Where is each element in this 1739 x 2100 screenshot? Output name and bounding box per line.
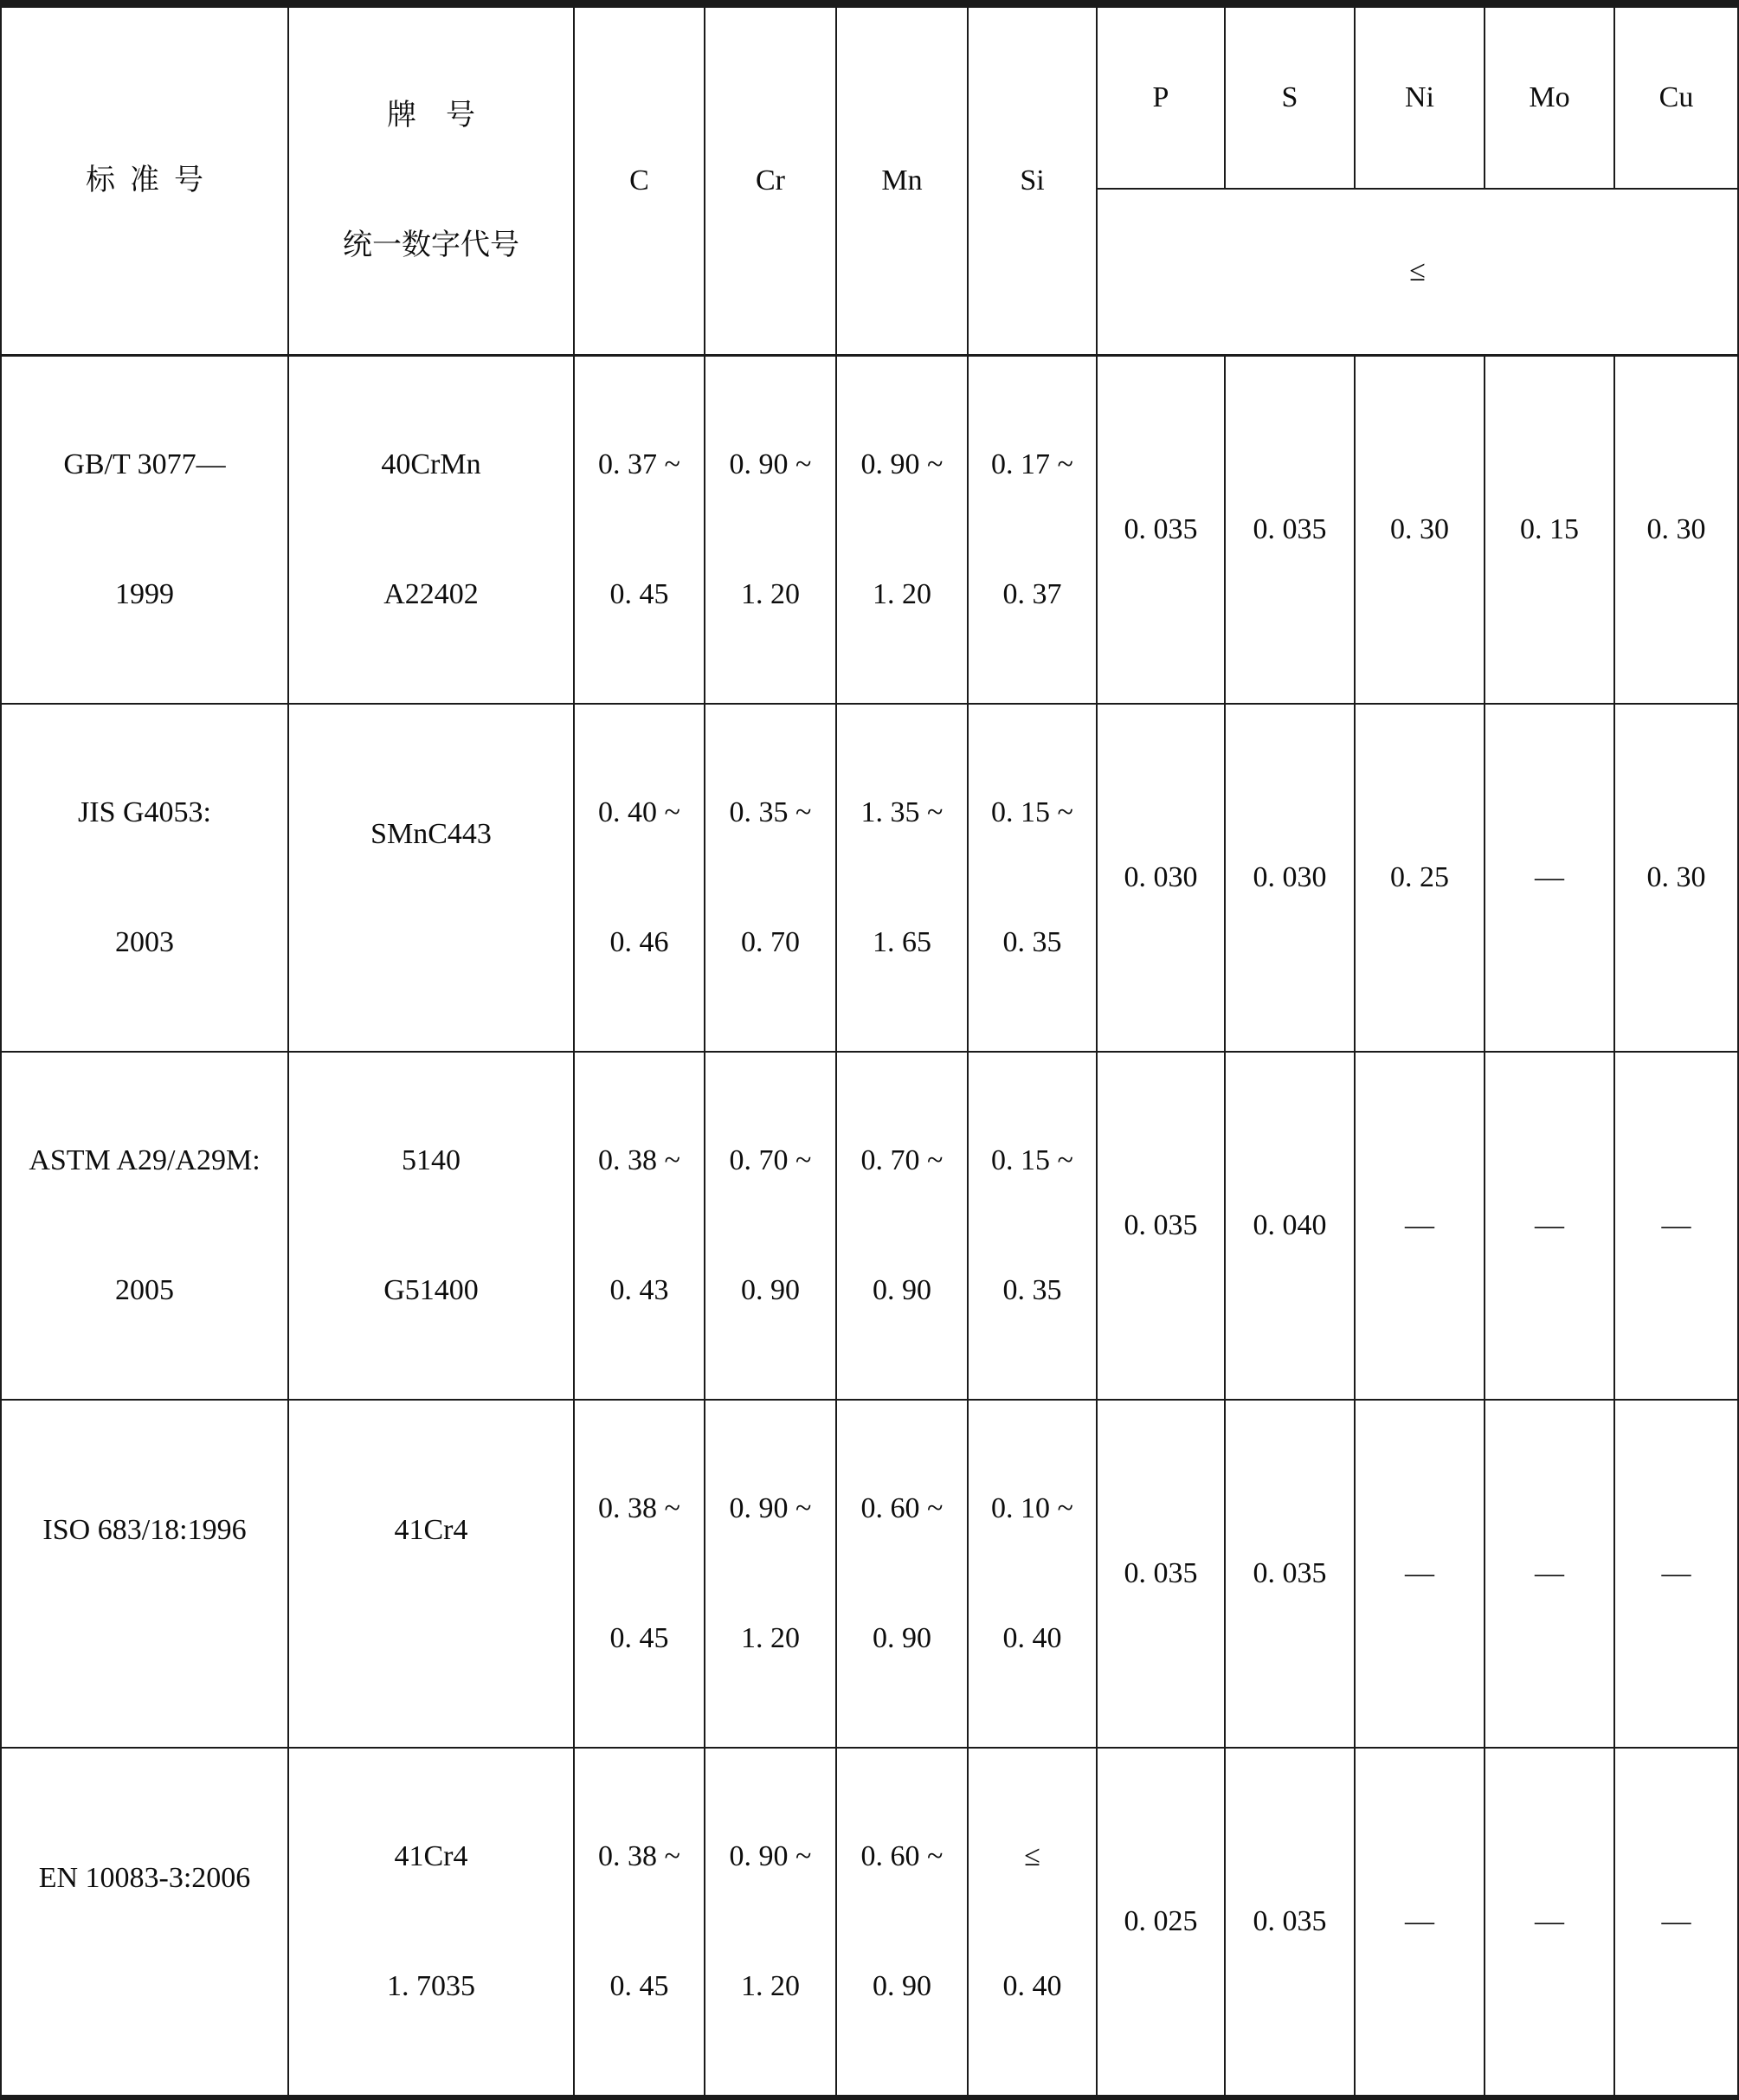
cell-s: 0. 035 [1225, 1748, 1355, 2097]
standard-line2: 2003 [115, 926, 174, 958]
header-standard-number: 标 准 号 [1, 4, 288, 356]
standard-line1: ASTM A29/A29M: [29, 1144, 261, 1176]
cell-ni: — [1355, 1400, 1485, 1748]
grade-line2: G51400 [383, 1274, 479, 1306]
standard-line1: EN 10083-3:2006 [38, 1862, 251, 1894]
cell-mn: 0. 70 ~ 0. 90 [836, 1052, 968, 1400]
grade-line1: 41Cr4 [394, 1840, 468, 1872]
grade-line1: 5140 [402, 1144, 461, 1176]
cell-si: 0. 10 ~ 0. 40 [968, 1400, 1097, 1748]
cell-cu: — [1614, 1400, 1738, 1748]
cell-mo: 0. 15 [1485, 356, 1614, 705]
header-element-s: S [1225, 4, 1355, 189]
standard-line1: JIS G4053: [78, 796, 211, 828]
cell-si: 0. 17 ~ 0. 37 [968, 356, 1097, 705]
standard-line1: GB/T 3077— [63, 448, 226, 480]
header-element-p: P [1097, 4, 1225, 189]
cell-p: 0. 035 [1097, 1400, 1225, 1748]
cell-s: 0. 035 [1225, 356, 1355, 705]
cell-grade [288, 356, 574, 705]
header-grade [288, 4, 574, 356]
cell-mn: 0. 60 ~ 0. 90 [836, 1400, 968, 1748]
table-row-astm-a29 [1, 1052, 1738, 1400]
cell-grade [288, 1052, 574, 1400]
cell-c: 0. 38 ~ 0. 45 [574, 1400, 705, 1748]
cell-cr: 0. 70 ~ 0. 90 [705, 1052, 836, 1400]
cell-c: 0. 38 ~ 0. 45 [574, 1748, 705, 2097]
cell-ni: 0. 25 [1355, 704, 1485, 1052]
header-element-mo: Mo [1485, 4, 1614, 189]
cell-c: 0. 37 ~ 0. 45 [574, 356, 705, 705]
cell-si: ≤ 0. 40 [968, 1748, 1097, 2097]
cell-standard [1, 704, 288, 1052]
standard-line1: ISO 683/18:1996 [42, 1514, 247, 1546]
grade-line2: 1. 7035 [387, 1970, 475, 2002]
header-grade-line2: 统一数字代号 [343, 229, 519, 261]
grade-line1: SMnC443 [370, 818, 492, 850]
cell-mn: 0. 90 ~ 1. 20 [836, 356, 968, 705]
header-element-cr: Cr [705, 4, 836, 356]
cell-si: 0. 15 ~ 0. 35 [968, 1052, 1097, 1400]
cell-cr: 0. 90 ~ 1. 20 [705, 1748, 836, 2097]
cell-cu: 0. 30 [1614, 356, 1738, 705]
cell-mn: 0. 60 ~ 0. 90 [836, 1748, 968, 2097]
cell-p: 0. 035 [1097, 356, 1225, 705]
cell-cu: — [1614, 1748, 1738, 2097]
cell-mn: 1. 35 ~ 1. 65 [836, 704, 968, 1052]
cell-cu: 0. 30 [1614, 704, 1738, 1052]
cell-standard [1, 1052, 288, 1400]
cell-grade [288, 1748, 574, 2097]
cell-c: 0. 40 ~ 0. 46 [574, 704, 705, 1052]
header-element-si: Si [968, 4, 1097, 356]
cell-cu: — [1614, 1052, 1738, 1400]
cell-mo: — [1485, 1400, 1614, 1748]
cell-s: 0. 035 [1225, 1400, 1355, 1748]
standard-line2: 1999 [115, 578, 174, 610]
cell-c: 0. 38 ~ 0. 43 [574, 1052, 705, 1400]
cell-s: 0. 040 [1225, 1052, 1355, 1400]
header-element-c: C [574, 4, 705, 356]
cell-p: 0. 025 [1097, 1748, 1225, 2097]
grade-line1: 41Cr4 [394, 1514, 468, 1546]
cell-cr: 0. 90 ~ 1. 20 [705, 356, 836, 705]
header-element-cu: Cu [1614, 4, 1738, 189]
header-element-mn: Mn [836, 4, 968, 356]
cell-grade [288, 1400, 574, 1748]
cell-mo: — [1485, 1052, 1614, 1400]
cell-cr: 0. 90 ~ 1. 20 [705, 1400, 836, 1748]
cell-p: 0. 035 [1097, 1052, 1225, 1400]
max-limit-symbol: ≤ [1097, 189, 1738, 356]
cell-standard [1, 1748, 288, 2097]
cell-cr: 0. 35 ~ 0. 70 [705, 704, 836, 1052]
table-row-gbt3077 [1, 356, 1738, 705]
cell-mo: — [1485, 704, 1614, 1052]
cell-p: 0. 030 [1097, 704, 1225, 1052]
header-grade-line1: 牌 号 [387, 100, 475, 132]
cell-ni: 0. 30 [1355, 356, 1485, 705]
cell-standard [1, 356, 288, 705]
header-element-ni: Ni [1355, 4, 1485, 189]
cell-mo: — [1485, 1748, 1614, 2097]
grade-line2: A22402 [383, 578, 479, 610]
cell-ni: — [1355, 1748, 1485, 2097]
cell-s: 0. 030 [1225, 704, 1355, 1052]
header-row-main [1, 4, 1738, 189]
grade-line1: 40CrMn [381, 448, 481, 480]
cell-standard [1, 1400, 288, 1748]
cell-grade [288, 704, 574, 1052]
cell-ni: — [1355, 1052, 1485, 1400]
cell-si: 0. 15 ~ 0. 35 [968, 704, 1097, 1052]
table-row-en-10083 [1, 1748, 1738, 2097]
table-row-jis-g4053 [1, 704, 1738, 1052]
standard-line2: 2005 [115, 1274, 174, 1306]
table-row-iso-683 [1, 1400, 1738, 1748]
